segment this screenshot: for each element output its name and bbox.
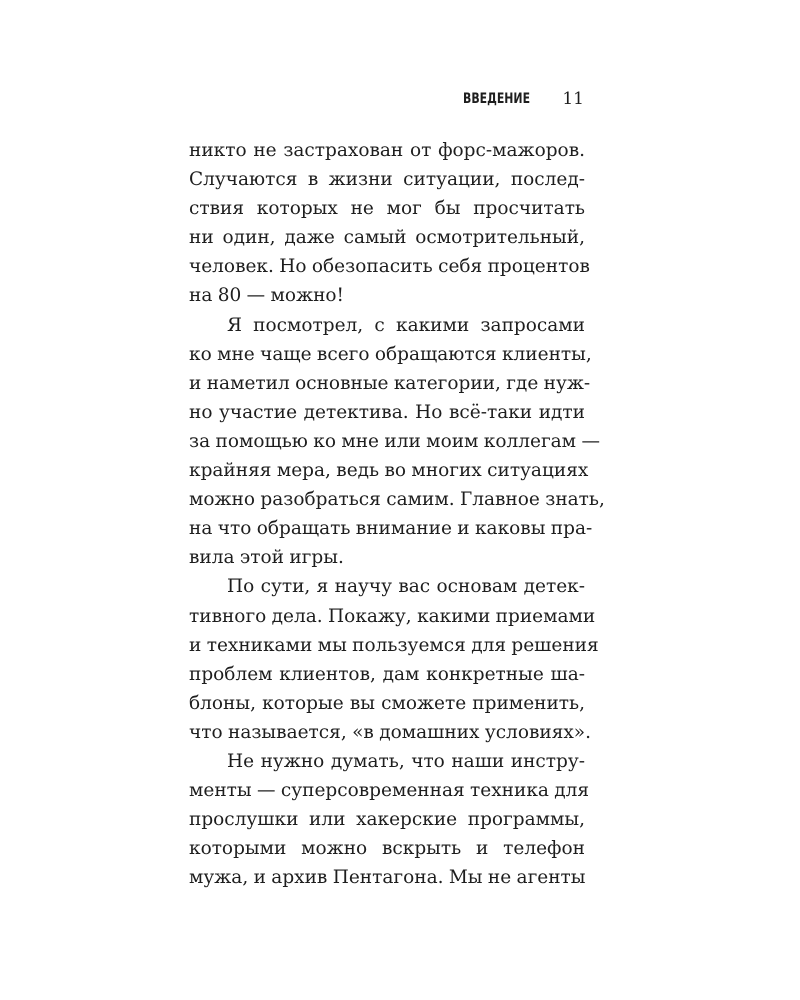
text-line: крайняя мера, ведь во многих ситуациях <box>189 460 589 482</box>
text-line: ко мне чаще всего обращаются клиенты, <box>189 343 592 365</box>
text-line: и наметил основные категории, где нуж- <box>189 372 591 394</box>
text-line: блоны, которые вы сможете применить, <box>189 692 585 714</box>
page-number: 11 <box>562 89 584 109</box>
text-line: которыми можно вскрыть и телефон <box>189 838 585 860</box>
text-line: прослушки или хакерские программы, <box>189 809 585 831</box>
body-text <box>189 136 605 892</box>
text-line: за помощью ко мне или моим коллегам — <box>189 430 600 452</box>
paragraph <box>189 747 590 892</box>
text-line: но участие детектива. Но всё-таки идти <box>189 401 585 423</box>
paragraph <box>189 136 590 311</box>
text-line: ствия которых не мог бы просчитать <box>189 198 585 220</box>
text-line: Случаются в жизни ситуации, послед- <box>189 169 585 191</box>
text-line: мужа, и архив Пентагона. Мы не агенты <box>189 867 586 889</box>
text-line: Я посмотрел, с какими запросами <box>227 314 585 336</box>
text-line: никто не застрахован от форс-мажоров. <box>189 140 585 161</box>
text-line: вила этой игры. <box>189 547 344 569</box>
text-line: Не нужно думать, что наши инстру- <box>227 750 585 772</box>
text-line: и техниками мы пользуемся для решения <box>189 634 599 656</box>
text-line: тивного дела. Покажу, какими приемами <box>189 605 596 627</box>
text-line: человек. Но обезопасить себя процентов <box>189 256 590 278</box>
paragraph <box>189 311 605 573</box>
text-line: ни один, даже самый осмотрительный, <box>189 227 585 249</box>
paragraph <box>189 572 599 747</box>
running-head <box>463 87 584 111</box>
text-line: проблем клиентов, дам конкретные ша- <box>189 663 585 685</box>
text-line: можно разобраться самим. Главное знать, <box>189 489 605 511</box>
text-line: что называется, «в домашних условиях». <box>189 721 592 743</box>
section-title: ВВЕДЕНИЕ <box>463 91 531 107</box>
text-line: на что обращать внимание и каковы пра- <box>189 518 593 540</box>
text-line: По сути, я научу вас основам детек- <box>227 576 585 598</box>
text-line: менты — суперсовременная техника для <box>189 780 590 802</box>
text-line: на 80 — можно! <box>189 285 344 307</box>
